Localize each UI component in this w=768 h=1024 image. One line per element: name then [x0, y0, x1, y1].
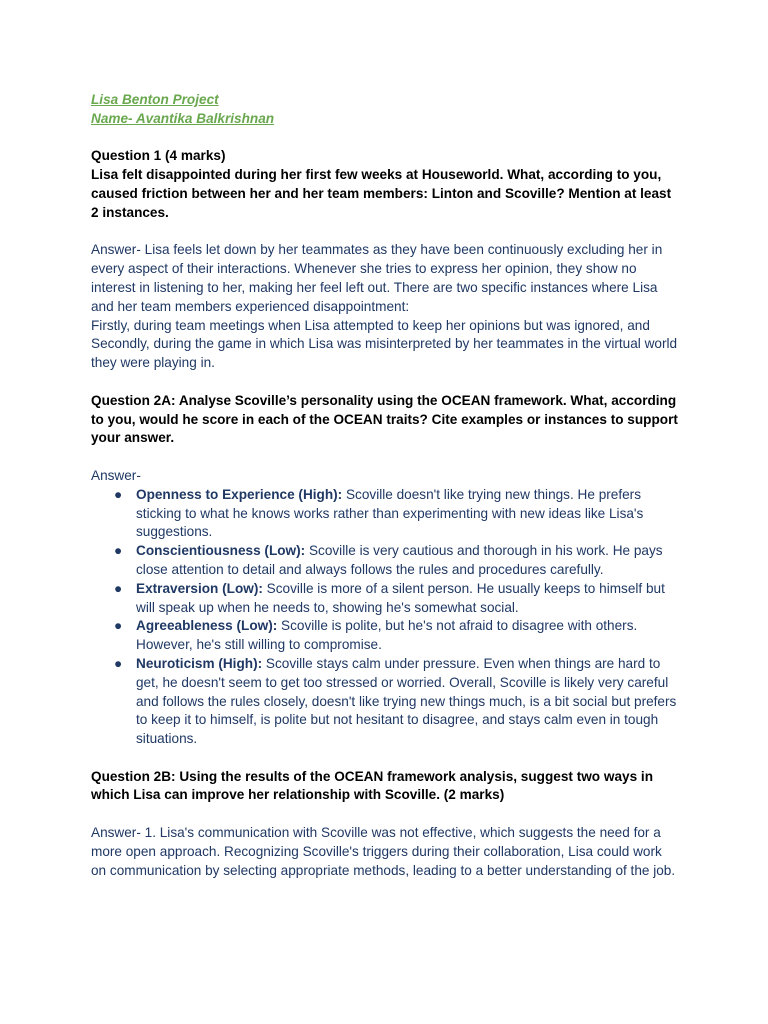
trait-text: Scoville is polite, but he's not afraid to disagree with others. However, he's still willing to compromise.	[136, 618, 638, 653]
author-name-link[interactable]: Name- Avantika Balkrishnan	[91, 110, 275, 126]
spacer	[91, 223, 678, 242]
spacer	[91, 749, 678, 768]
trait-text: Scoville is more of a silent person. He usually keeps to himself but will speak up when he needs to, showing he's somewhat social.	[136, 580, 665, 615]
q2b-answer: Answer- 1. Lisa's communication with Scoville was not effective, which suggests the need for a more open approach. Recognizing Scoville's triggers during their collaboration, Lisa could work on communication by selecting appropriate methods, leading to a better understanding of the job.	[91, 825, 676, 878]
ocean-traits-list	[91, 486, 678, 749]
spacer	[91, 373, 678, 392]
trait-text: Scoville is very cautious and thorough in his work. He pays close attention to detail and always follows the rules and procedures carefully.	[136, 543, 663, 577]
bullet-icon: ●	[114, 655, 123, 671]
q1-answer-main: Answer- Lisa feels let down by her teammates as they have been continuously excluding her in every aspect of their interactions. Whenever she tries to express her opinion, they show no interest in listening to her, making her feel left out. There are two specific instances where Lisa and her team members experienced disappointment:	[91, 242, 663, 314]
q1-prompt: Lisa felt disappointed during her first few weeks at Houseworld. What, according to you, caused friction between her and her team members: Linton and Scoville? Mention at least 2 instances.	[91, 167, 672, 220]
trait-name: Agreeableness (Low):	[136, 618, 278, 634]
trait-agreeableness	[114, 617, 678, 655]
trait-extraversion	[114, 580, 678, 618]
bullet-icon: ●	[114, 618, 123, 634]
trait-name: Openness to Experience (High):	[136, 486, 343, 502]
trait-name: Conscientiousness (Low):	[136, 543, 306, 559]
trait-conscientiousness	[114, 542, 678, 580]
q2a-answer-label: Answer-	[91, 467, 141, 483]
trait-neuroticism	[114, 655, 678, 749]
trait-text: Scoville doesn't like trying new things. He prefers sticking to what he knows works rather than experimenting with new ideas like Lisa's suggestions.	[136, 486, 644, 540]
spacer	[91, 805, 678, 824]
q2b-prompt: Question 2B: Using the results of the OCEAN framework analysis, suggest two ways in which Lisa can improve her relationship with Scoville. (2 marks)	[91, 768, 653, 803]
trait-openness	[114, 486, 678, 542]
trait-name: Extraversion (Low):	[136, 580, 263, 596]
bullet-icon: ●	[114, 486, 123, 502]
spacer	[91, 129, 678, 148]
trait-name: Neuroticism (High):	[136, 655, 263, 671]
q1-heading: Question 1 (4 marks)	[91, 148, 226, 164]
bullet-icon: ●	[114, 543, 123, 559]
project-title-link[interactable]: Lisa Benton Project	[91, 92, 219, 107]
q1-answer-instances: Firstly, during team meetings when Lisa attempted to keep her opinions but was ignored, and Secondly, during the game in which Lisa was misinterpreted by her teammates in the virtual world they were playing in.	[91, 317, 678, 371]
q2a-prompt: Question 2A: Analyse Scoville’s personality using the OCEAN framework. What, according to you, would he score in each of the OCEAN traits? Cite examples or instances to support your answer.	[91, 392, 678, 446]
bullet-icon: ●	[114, 580, 123, 596]
spacer	[91, 448, 678, 467]
trait-text: Scoville stays calm under pressure. Even when things are hard to get, he doesn't seem to get too stressed or worried. Overall, Scoville is likely very careful and follows the rules closely, doesn't like trying new things much, is a bit social but prefers to keep it to himself, is polite but not hesitant to disagree, and stays calm even in tough situations.	[136, 655, 677, 747]
